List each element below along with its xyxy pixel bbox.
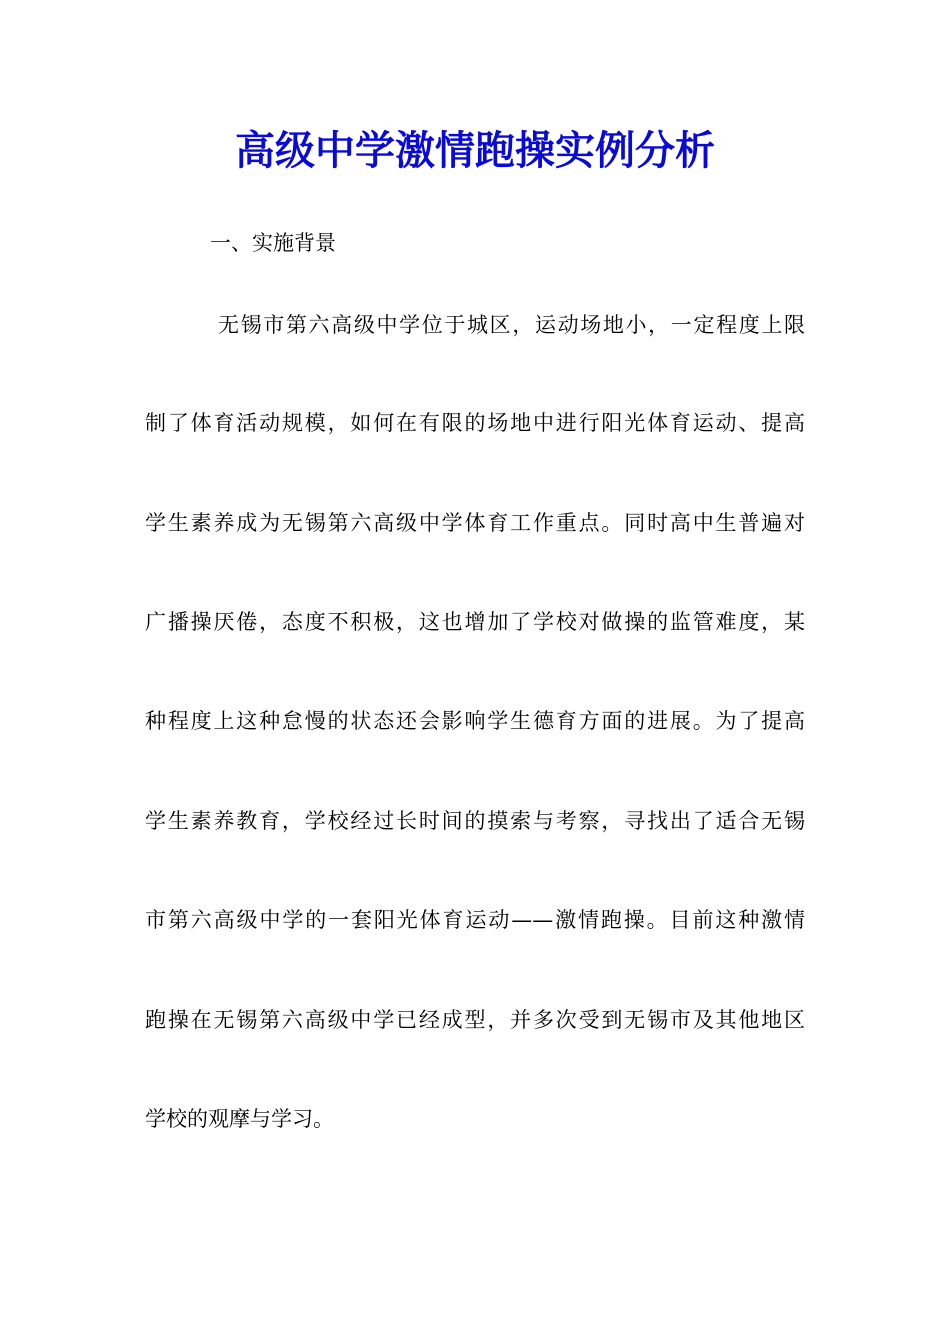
paragraph-line: 学校的观摩与学习。 — [145, 1107, 334, 1131]
paragraph-line: 广播操厌倦，态度不积极，这也增加了学校对做操的监管难度，某 — [145, 610, 805, 634]
paragraph-line: 种程度上这种怠慢的状态还会影响学生德育方面的进展。为了提高 — [145, 709, 805, 733]
paragraph-line: 制了体育活动规模，如何在有限的场地中进行阳光体育运动、提高 — [145, 411, 805, 435]
paragraph-line: 市第六高级中学的一套阳光体育运动——激情跑操。目前这种激情 — [145, 908, 805, 932]
paragraph-line: 无锡市第六高级中学位于城区，运动场地小，一定程度上限 — [218, 313, 805, 337]
paragraph-line: 学生素养成为无锡第六高级中学体育工作重点。同时高中生普遍对 — [145, 511, 805, 535]
paragraph-line: 学生素养教育，学校经过长时间的摸索与考察，寻找出了适合无锡 — [145, 809, 805, 833]
paragraph-line: 跑操在无锡第六高级中学已经成型，并多次受到无锡市及其他地区 — [145, 1008, 805, 1032]
document-title: 高级中学激情跑操实例分析 — [235, 127, 715, 174]
section-heading: 一、实施背景 — [210, 231, 336, 255]
